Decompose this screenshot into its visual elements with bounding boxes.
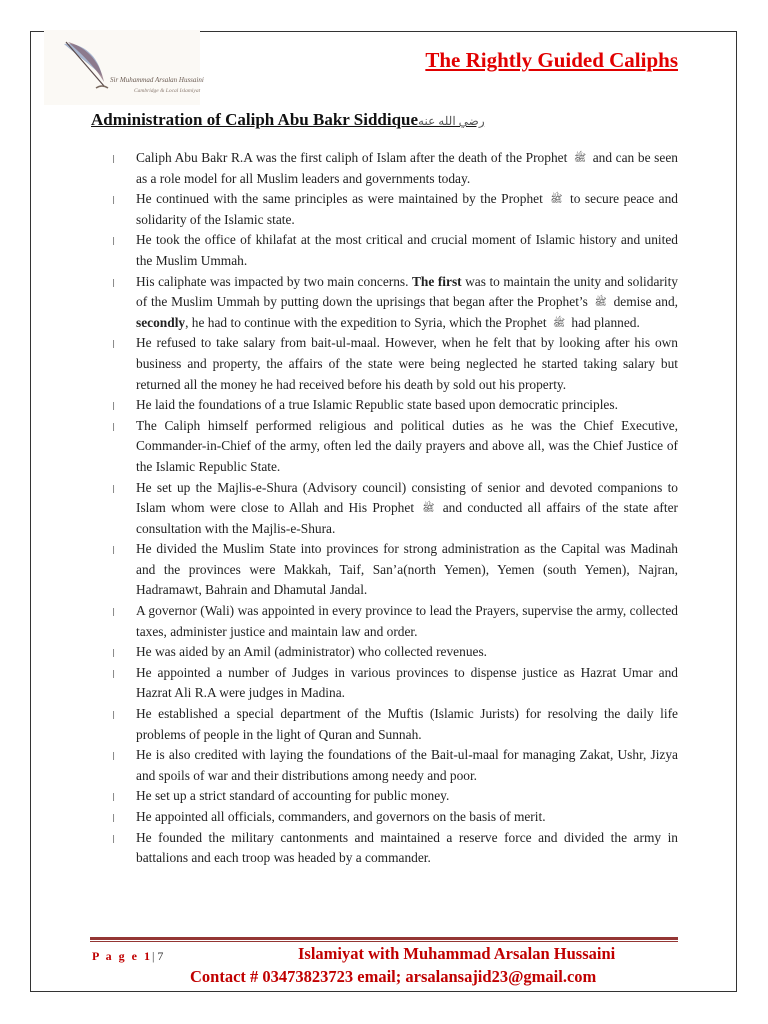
item-text: He continued with the same principles as were maintained by the Prophet — [136, 191, 543, 207]
header-title: The Rightly Guided Caliphs — [425, 48, 678, 72]
list-item — [112, 745, 678, 786]
bullet-icon: ꞁ — [112, 398, 116, 412]
item-text: He established a special department of the Muftis (Islamic Jurists) for resolving the daily life problems of people in the light of Quran and Sunnah. — [136, 706, 678, 742]
points-list — [112, 148, 678, 869]
bullet-icon: ꞁ — [112, 789, 116, 803]
bullet-icon: ꞁ — [112, 336, 116, 350]
bullet-icon: ꞁ — [112, 151, 116, 164]
bullet-icon: ꞁ — [112, 418, 116, 432]
item-text: was to maintain the unity and solidarity of the Muslim Ummah by putting down the uprisings that began after the Prophet’s — [136, 273, 678, 310]
honorific-glyph: رضي الله عنه — [418, 114, 485, 128]
logo — [44, 30, 204, 105]
item-text: A governor (Wali) was appointed in every province to lead the Prayers, supervise the army, collected taxes, administer justice and maintain law and order. — [136, 603, 678, 639]
footer-divider-thin — [90, 941, 678, 942]
item-text: and can be seen as a role model for all Muslim leaders and governments today. — [136, 150, 678, 186]
emphasis-text: The first — [412, 273, 462, 289]
list-item — [112, 416, 678, 478]
bullet-icon: ꞁ — [112, 233, 116, 247]
page-number-label: P a g e 1 — [92, 949, 152, 963]
footer-author: Islamiyat with Muhammad Arsalan Hussaini — [298, 944, 616, 963]
bullet-icon: ꞁ — [112, 665, 116, 679]
item-text: Caliph Abu Bakr R.A was the first caliph of Islam after the death of the Prophet — [136, 150, 568, 165]
list-item — [112, 148, 678, 189]
item-text: He appointed a number of Judges in various provinces to dispense justice as Hazrat Umar and Hazrat Ali R.A were judges in Madina. — [136, 664, 678, 701]
logo-text: Sir Muhammad Arsalan Hussaini — [110, 76, 204, 84]
bullet-icon: ꞁ — [112, 480, 116, 494]
footer-contact: Contact # 03473823723 email; arsalansajid23@gmail.com — [190, 967, 597, 986]
bullet-icon: ꞁ — [112, 542, 116, 556]
quill-icon — [58, 36, 118, 96]
list-item — [112, 828, 678, 869]
list-item — [112, 601, 678, 642]
footer-divider — [90, 937, 678, 940]
page-number — [92, 949, 163, 964]
list-item — [112, 807, 678, 828]
item-text: He set up the Majlis-e-Shura (Advisory council) consisting of senior and devoted companions to Islam whom were close to Allah and His Prophet — [136, 479, 678, 516]
list-item — [112, 333, 678, 395]
item-text: , he had to continue with the expedition to Syria, which the Prophet — [185, 314, 547, 330]
section-title-text: Administration of Caliph Abu Bakr Siddique — [91, 110, 419, 129]
list-item — [112, 663, 678, 704]
bullet-icon: ꞁ — [112, 274, 116, 288]
item-text: He took the office of khilafat at the most critical and crucial moment of Islamic history and united the Muslim Ummah. — [136, 232, 678, 268]
pbuh-calligraphy-icon: ﷺ — [422, 503, 435, 515]
item-text: and conducted all affairs of the state after consultation with the Majlis-e-Shura. — [136, 500, 678, 536]
item-text: He refused to take salary from bait-ul-maal. However, when he felt that by looking after his own business and property, the affairs of the state were being neglected he started taking salary but returned all the money he had received before his death by sold out his property. — [136, 335, 678, 392]
logo-subtext: Cambridge & Local Islamiyat — [134, 88, 201, 94]
list-item — [112, 704, 678, 745]
pbuh-calligraphy-icon: ﷺ — [552, 317, 566, 329]
list-item — [112, 786, 678, 807]
item-text: His caliphate was impacted by two main concerns. — [136, 273, 409, 289]
item-text: The Caliph himself performed religious and political duties as he was the Chief Executive, Commander-in-Chief of the army, often led the daily prayers and above all, was the Chief Justice of the Islamic Republic State. — [136, 417, 678, 474]
emphasis-text: secondly — [136, 314, 186, 330]
item-text: He laid the foundations of a true Islamic Republic state based upon democratic principles. — [136, 397, 618, 413]
bullet-icon: ꞁ — [112, 604, 116, 618]
item-text: He appointed all officials, commanders, and governors on the basis of merit. — [136, 809, 546, 824]
list-item — [112, 539, 678, 601]
item-text: to secure peace and solidarity of the Islamic state. — [136, 191, 678, 227]
bullet-icon: ꞁ — [112, 645, 116, 659]
item-text: He was aided by an Amil (administrator) who collected revenues. — [136, 644, 488, 660]
pbuh-calligraphy-icon: ﷺ — [573, 152, 587, 164]
bullet-icon: ꞁ — [112, 707, 116, 721]
list-item — [112, 230, 678, 271]
bullet-icon: ꞁ — [112, 830, 116, 844]
list-item — [112, 395, 678, 416]
list-item — [112, 189, 678, 230]
item-text: He divided the Muslim State into provinces for strong administration as the Capital was Madinah and the provinces were Makkah, Taif, San’a(north Yemen), Yemen (south Yemen), Najran, Hadramawt, Bahrain and Dhamutal Jandal. — [136, 541, 678, 598]
item-text: He is also credited with laying the foundations of the Bait-ul-maal for managing Zakat, Ushr, Jizya and spoils of war and their distributions among needy and poor. — [136, 747, 678, 783]
bullet-icon: ꞁ — [112, 192, 116, 206]
section-title — [91, 110, 485, 130]
item-text: demise and, — [613, 294, 678, 310]
bullet-icon: ꞁ — [112, 748, 116, 762]
item-text: had planned. — [571, 314, 640, 330]
list-item — [112, 272, 678, 334]
list-item — [112, 642, 678, 663]
pbuh-calligraphy-icon: ﷺ — [550, 194, 563, 206]
bullet-icon: ꞁ — [112, 810, 116, 823]
item-text: He set up a strict standard of accounting for public money. — [136, 788, 450, 804]
pbuh-calligraphy-icon: ﷺ — [594, 297, 607, 309]
list-item — [112, 478, 678, 540]
item-text: He founded the military cantonments and maintained a reserve force and divided the army in battalions and each troop was headed by a commander. — [136, 829, 678, 866]
page-total: | 7 — [152, 949, 164, 963]
